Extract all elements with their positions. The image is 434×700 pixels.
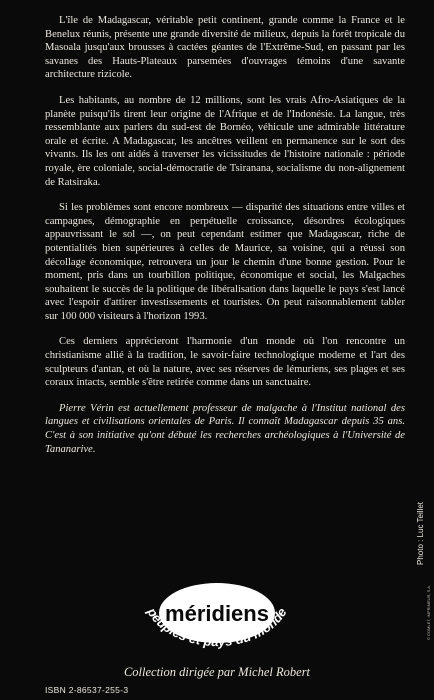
author-bio: Pierre Vérin est actuellement professeur de malgache à l'Institut national des langues et civilisations orientales de Paris. Il connaît Madagascar depuis 35 ans. C'est à son initiative qu'ont débuté les recherches archéologiques à l'Université de Tananarive. [45, 402, 405, 455]
paragraph-problems: Si les problèmes sont encore nombreux — disparité des situations entre villes et campagnes, démographie en perpétuelle croissance, désordres écologiques appauvrissant le sol —, on peut cependant estimer que Madagascar, riche de potentialités bien supérieures à celles de Maurice, sa voisine, qui a réussi son décollage économique, retrouvera un jour le chemin d'une bonne gestion. Pour le moment, pris dans un tourbillon politique, économique et social, les Malgaches souhaitent le succès de la politique de libéralisation dans laquelle le pays s'est lancé avec l'espoir d'attirer investissements et touristes. On peut raisonnablement tabler sur 100 000 visiteurs à l'horizon 1993. [45, 202, 405, 322]
photo-credit: Photo : Luc Teillet [416, 501, 425, 565]
paragraph-inhabitants: Les habitants, au nombre de 12 millions, sont les vrais Afro-Asiatiques de la planète puisqu'ils tirent leur origine de l'Afrique et de l'Indonésie. La langue, très ressemblante aux parlers du sud-est de Bornéo, véhicule une admirable littérature orale et écrite. A Madagascar, les ancêtres veillent en permanence sur le sort des vivants. Ils les ont aidés à traverser les vicissitudes de l'histoire nationale : période royale, ère coloniale, social-démocratie de Tsiranana, socialisme du non-alignement de Ratsiraka. [45, 94, 405, 188]
logo-brand: méridiens [165, 601, 269, 626]
isbn: ISBN 2-86537-255-3 [45, 685, 129, 695]
paragraph-intro: L'île de Madagascar, véritable petit continent, grande comme la France et le Benelux réunis, présente une grande diversité de milieux, depuis la forêt tropicale du Masoala jusqu'aux brousses à cactées géantes de l'Extrême-Sud, en passant par les savanes des Hauts-Plateaux parsemées d'ouvrages témoins d'une savante architecture rizicole. [45, 15, 405, 81]
collection-editor: Collection dirigée par Michel Robert [123, 665, 311, 679]
printer-credit: © COMLET, IMPRIMEUR, S.A. [426, 584, 431, 640]
blurb-text [45, 14, 405, 468]
logo-tagline-path: peuples et pays du monde [144, 605, 290, 650]
paragraph-visitors: Ces derniers apprécieront l'harmonie d'un monde où l'on rencontre un christianisme allié à la tradition, le savoir-faire technologique moderne et l'art des sculpteurs d'antan, et où la nature, avec ses réserves de lémuriens, ses plages et ses coraux intacts, semble s'être retirée comme dans un sanctuaire. [45, 336, 405, 389]
meridiens-logo [133, 575, 301, 673]
